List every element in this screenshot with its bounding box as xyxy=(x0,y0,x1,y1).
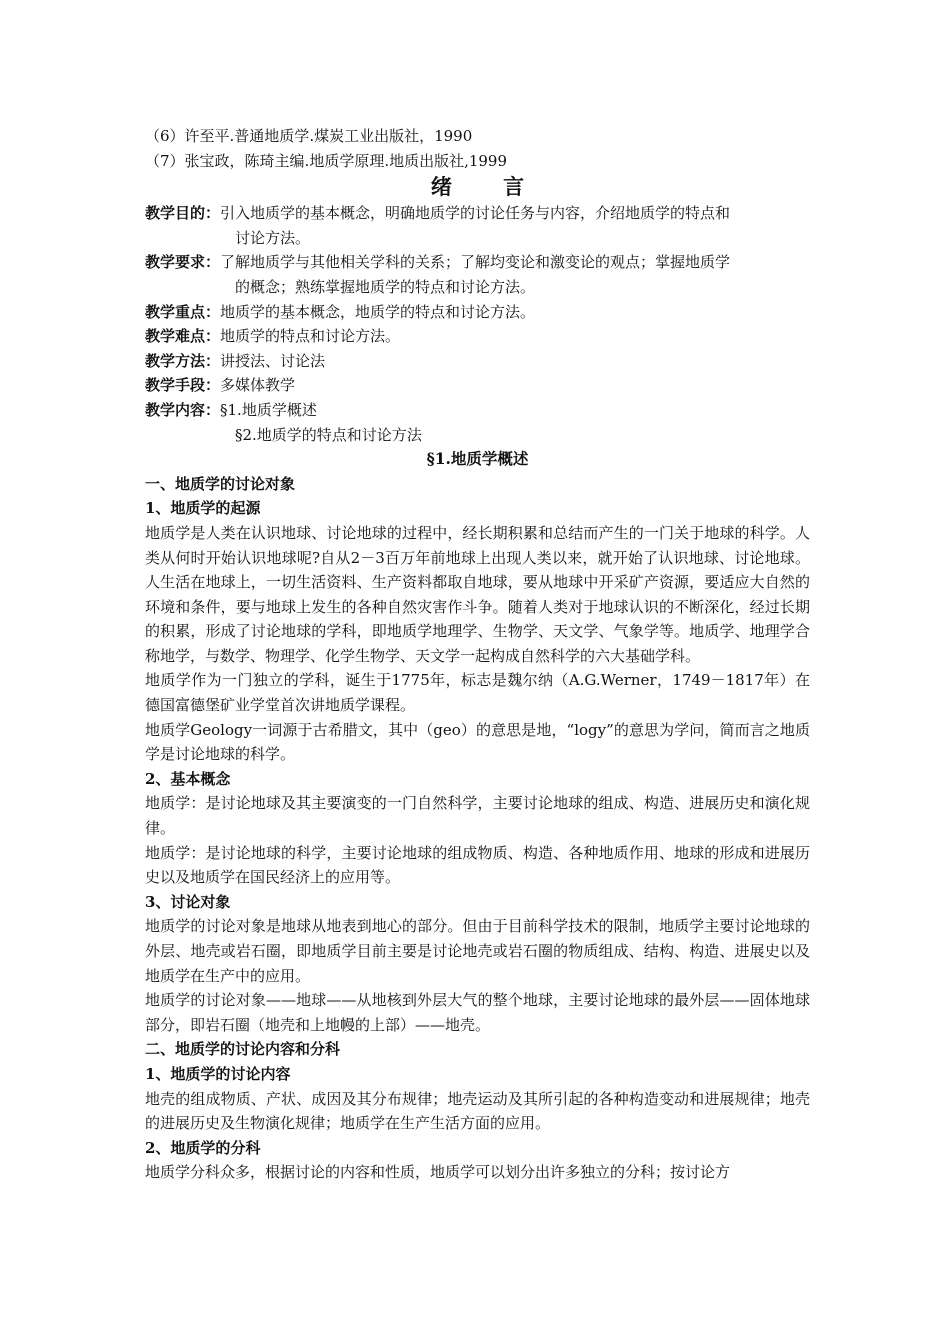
paragraph: 地质学分科众多，根据讨论的内容和性质，地质学可以划分出许多独立的分科；按讨论方 xyxy=(145,1163,731,1182)
paragraph: 地质学：是讨论地球的科学，主要讨论地球的组成物质、构造、各种地质作用、地球的形成和进展历史以及地质学在国民经济上的应用等。 xyxy=(145,843,810,887)
document-body xyxy=(145,124,810,1185)
meta-value: §1.地质学概述 xyxy=(220,400,317,419)
meta-label: 教学要求： xyxy=(145,253,221,272)
meta-continuation: §2.地质学的特点和讨论方法 xyxy=(235,425,422,444)
meta-label: 教学目的： xyxy=(145,204,221,223)
meta-value: 了解地质学与其他相关学科的关系；了解均变论和激变论的观点；掌握地质学 xyxy=(220,253,731,272)
meta-difficulties xyxy=(145,324,810,349)
meta-requirements xyxy=(145,250,810,275)
meta-label: 教学方法： xyxy=(145,351,221,370)
meta-purpose xyxy=(145,201,810,226)
meta-value: 地质学的基本概念，地质学的特点和讨论方法。 xyxy=(220,302,536,321)
meta-value: 地质学的特点和讨论方法。 xyxy=(220,327,401,346)
meta-contents xyxy=(145,398,810,423)
heading-level1: 一、地质学的讨论对象 xyxy=(145,474,296,493)
meta-continuation: 讨论方法。 xyxy=(235,228,311,247)
paragraph: 地质学作为一门独立的学科，诞生于1775年，标志是魏尔纳（A.G.Werner，1749－1817年）在德国富德堡矿业学堂首次讲地质学课程。 xyxy=(145,671,810,715)
meta-continuation: 的概念；熟练掌握地质学的特点和讨论方法。 xyxy=(235,277,536,296)
heading-level2: 1、地质学的起源 xyxy=(145,499,261,518)
section-heading: §1.地质学概述 xyxy=(426,449,529,469)
heading-level2: 1、地质学的讨论内容 xyxy=(145,1064,291,1083)
heading-level2: 2、基本概念 xyxy=(145,769,231,788)
paragraph: 地质学是人类在认识地球、讨论地球的过程中，经长期积累和总结而产生的一门关于地球的科学。人类从何时开始认识地球呢?自从2－3百万年前地球上出现人类以来，就开始了认识地球、讨论地球。人生活在地球上，一切生活资料、生产资料都取自地球，要从地球中开采矿产资源，要适应大自然的环境和条件，要与地球上发生的各种自然灾害作斗争。随着人类对于地球认识的不断深化，经过长期的积累，形成了讨论地球的学科，即地质学地理学、生物学、天文学、气象学等。地质学、地理学合称地学，与数学、物理学、化学生物学、天文学一起构成自然科学的六大基础学科。 xyxy=(145,523,810,665)
reference-item: （6）许至平.普通地质学.煤炭工业出版社，1990 xyxy=(145,127,473,145)
paragraph: 地质学：是讨论地球及其主要演变的一门自然科学，主要讨论地球的组成、构造、进展历史和演化规律。 xyxy=(145,794,810,838)
meta-value: 多媒体教学 xyxy=(220,376,296,395)
heading-level2: 3、讨论对象 xyxy=(145,892,231,911)
meta-label: 教学难点： xyxy=(145,327,221,346)
meta-label: 教学内容： xyxy=(145,400,221,419)
chapter-title: 绪 言 xyxy=(430,174,547,200)
paragraph: 地壳的组成物质、产状、成因及其分布规律；地壳运动及其所引起的各种构造变动和进展规律；地壳的进展历史及生物演化规律；地质学在生产生活方面的应用。 xyxy=(145,1089,810,1133)
paragraph: 地质学的讨论对象是地球从地表到地心的部分。但由于目前科学技术的限制，地质学主要讨论地球的外层、地壳或岩石圈，即地质学目前主要是讨论地壳或岩石圈的物质组成、结构、构造、进展史以及地质学在生产中的应用。 xyxy=(145,917,810,985)
meta-key-points xyxy=(145,300,810,325)
meta-methods xyxy=(145,349,810,374)
meta-value: 讲授法、讨论法 xyxy=(220,351,326,370)
reference-item: （7）张宝政，陈琦主编.地质学原理.地质出版社,1999 xyxy=(145,151,508,170)
paragraph: 地质学的讨论对象——地球——从地核到外层大气的整个地球，主要讨论地球的最外层——固体地球部分，即岩石圈（地壳和上地幔的上部）——地壳。 xyxy=(145,991,810,1034)
meta-means xyxy=(145,373,810,398)
meta-value: 引入地质学的基本概念，明确地质学的讨论任务与内容，介绍地质学的特点和 xyxy=(220,204,731,223)
paragraph: 地质学Geology一词源于古希腊文，其中（geo）的意思是地，“logy”的意思为学问，简而言之地质学是讨论地球的科学。 xyxy=(145,720,810,764)
heading-level2: 2、地质学的分科 xyxy=(145,1138,261,1157)
meta-label: 教学重点： xyxy=(145,302,221,321)
meta-label: 教学手段： xyxy=(145,376,221,395)
heading-level1: 二、地质学的讨论内容和分科 xyxy=(145,1040,341,1059)
